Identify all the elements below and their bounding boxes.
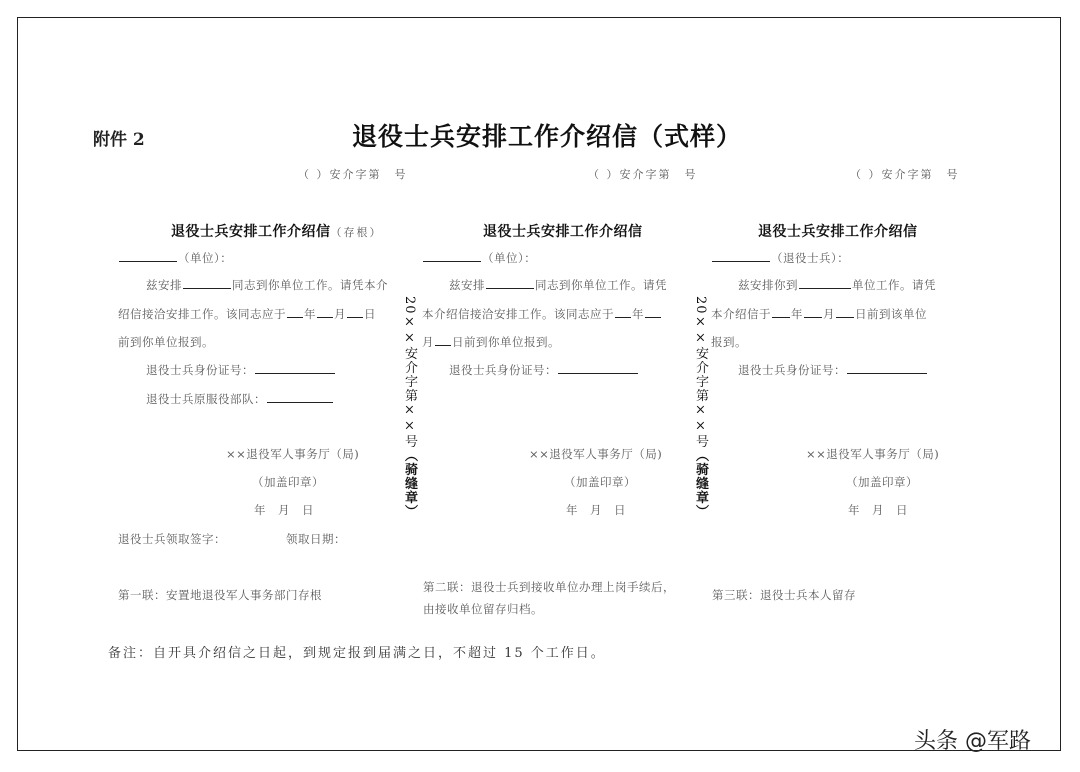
id-blank[interactable]	[255, 363, 335, 374]
seam-stamp-text: 20××安介字第××号	[693, 296, 708, 449]
copy2-office: ××退役军人事务厅（局)	[529, 447, 663, 461]
seam-stamp-1	[403, 296, 416, 519]
copy2-title: 退役士兵安排工作介绍信	[483, 224, 643, 240]
copy2-footer-1: 第二联：退役士兵到接收单位办理上岗手续后，	[423, 580, 675, 594]
stub-date: 年 月 日	[254, 503, 314, 517]
copy3-line-2	[711, 306, 927, 322]
text: 日	[364, 307, 376, 321]
year-blank[interactable]	[287, 307, 303, 318]
text: 退役士兵身份证号：	[738, 363, 846, 377]
text: 退役士兵原服役部队：	[146, 392, 266, 406]
text: 月	[422, 335, 434, 349]
text: 年	[304, 307, 316, 321]
number-label-2: （ ）安介字第 号	[588, 168, 698, 181]
text: 本介绍信于	[711, 307, 771, 321]
day-blank[interactable]	[836, 307, 854, 318]
army-blank[interactable]	[267, 392, 333, 403]
copy2-footer-2: 由接收单位留存归档。	[423, 602, 543, 616]
text: 绍信接洽安排工作。该同志应于	[118, 307, 286, 321]
text: 兹安排	[146, 278, 182, 292]
copy2-line-1	[449, 277, 667, 293]
text: 月	[823, 307, 835, 321]
year-blank[interactable]	[615, 307, 631, 318]
text: 月	[334, 307, 346, 321]
unit-blank[interactable]	[119, 251, 177, 262]
stub-recv-date: 领取日期：	[286, 532, 346, 546]
text: 退役士兵身份证号：	[449, 363, 557, 377]
copy3-id-line	[738, 362, 928, 378]
text: 日前到该单位	[855, 307, 927, 321]
stub-line-3: 前到你单位报到。	[118, 335, 214, 349]
copy3-line-1	[738, 277, 936, 293]
copy2-id-line	[449, 362, 639, 378]
id-blank[interactable]	[847, 363, 927, 374]
soldier-blank[interactable]	[712, 251, 770, 262]
text: 本介绍信接洽安排工作。该同志应于	[422, 307, 614, 321]
number-label-3: （ ）安介字第 号	[850, 168, 960, 181]
attachment-label: 附件 2	[93, 130, 145, 150]
copy3-unit-line	[711, 250, 849, 266]
copy2-unit-line	[422, 250, 536, 266]
text: 兹安排你到	[738, 278, 798, 292]
seam-stamp-2	[694, 296, 707, 519]
stub-line-2	[118, 306, 376, 322]
copy2-seal: （加盖印章）	[564, 475, 636, 489]
text: 年	[791, 307, 803, 321]
stub-title	[171, 221, 383, 241]
stub-seal: （加盖印章）	[252, 475, 324, 489]
copy2-date: 年 月 日	[566, 503, 626, 517]
seam-stamp-text: 20××安介字第××号	[402, 296, 417, 449]
text: 兹安排	[449, 278, 485, 292]
stub-unit-line	[118, 250, 232, 266]
unit-blank[interactable]	[423, 251, 481, 262]
stub-footer: 第一联：安置地退役军人事务部门存根	[118, 588, 322, 602]
copy2-line-3	[422, 334, 560, 350]
seam-stamp-note: （骑缝章）	[693, 448, 708, 519]
copy3-office: ××退役军人事务厅（局)	[806, 447, 940, 461]
remark-note: 备注：自开具介绍信之日起，到规定报到届满之日，不超过 15 个工作日。	[108, 646, 606, 661]
name-blank[interactable]	[183, 278, 231, 289]
text: 年	[632, 307, 644, 321]
year-blank[interactable]	[772, 307, 790, 318]
copy3-footer: 第三联：退役士兵本人留存	[712, 588, 856, 602]
day-blank[interactable]	[347, 307, 363, 318]
copy3-seal: （加盖印章）	[846, 475, 918, 489]
stub-sign: 退役士兵领取签字：	[118, 532, 226, 546]
unit-label: （单位）：	[482, 251, 537, 265]
name-blank[interactable]	[486, 278, 534, 289]
number-label-1: （ ）安介字第 号	[298, 168, 408, 181]
stub-suffix: （存根）	[330, 226, 383, 239]
stub-title-text: 退役士兵安排工作介绍信	[171, 224, 331, 240]
text: 退役士兵身份证号：	[146, 363, 254, 377]
copy3-line-3: 报到。	[711, 335, 747, 349]
text: 单位工作。请凭	[852, 278, 936, 292]
stub-line-1	[146, 277, 388, 293]
month-blank[interactable]	[317, 307, 333, 318]
id-blank[interactable]	[558, 363, 638, 374]
document-title: 退役士兵安排工作介绍信（式样）	[352, 122, 743, 151]
stub-army-line	[146, 391, 334, 407]
month-blank[interactable]	[645, 307, 661, 318]
copy3-title: 退役士兵安排工作介绍信	[758, 224, 918, 240]
stub-id-line	[146, 362, 336, 378]
unit-name-blank[interactable]	[799, 278, 851, 289]
copy2-line-2	[422, 306, 662, 322]
seam-stamp-note: （骑缝章）	[402, 448, 417, 519]
unit-label: （退役士兵）：	[771, 251, 850, 265]
watermark: 头条 @军路	[914, 729, 1031, 754]
text: 同志到你单位工作。请凭	[535, 278, 667, 292]
day-blank[interactable]	[435, 335, 451, 346]
month-blank[interactable]	[804, 307, 822, 318]
stub-office: ××退役军人事务厅（局)	[226, 447, 360, 461]
text: 同志到你单位工作。请凭本介	[232, 278, 388, 292]
copy3-date: 年 月 日	[848, 503, 908, 517]
unit-label: （单位）：	[178, 251, 233, 265]
text: 日前到你单位报到。	[452, 335, 560, 349]
